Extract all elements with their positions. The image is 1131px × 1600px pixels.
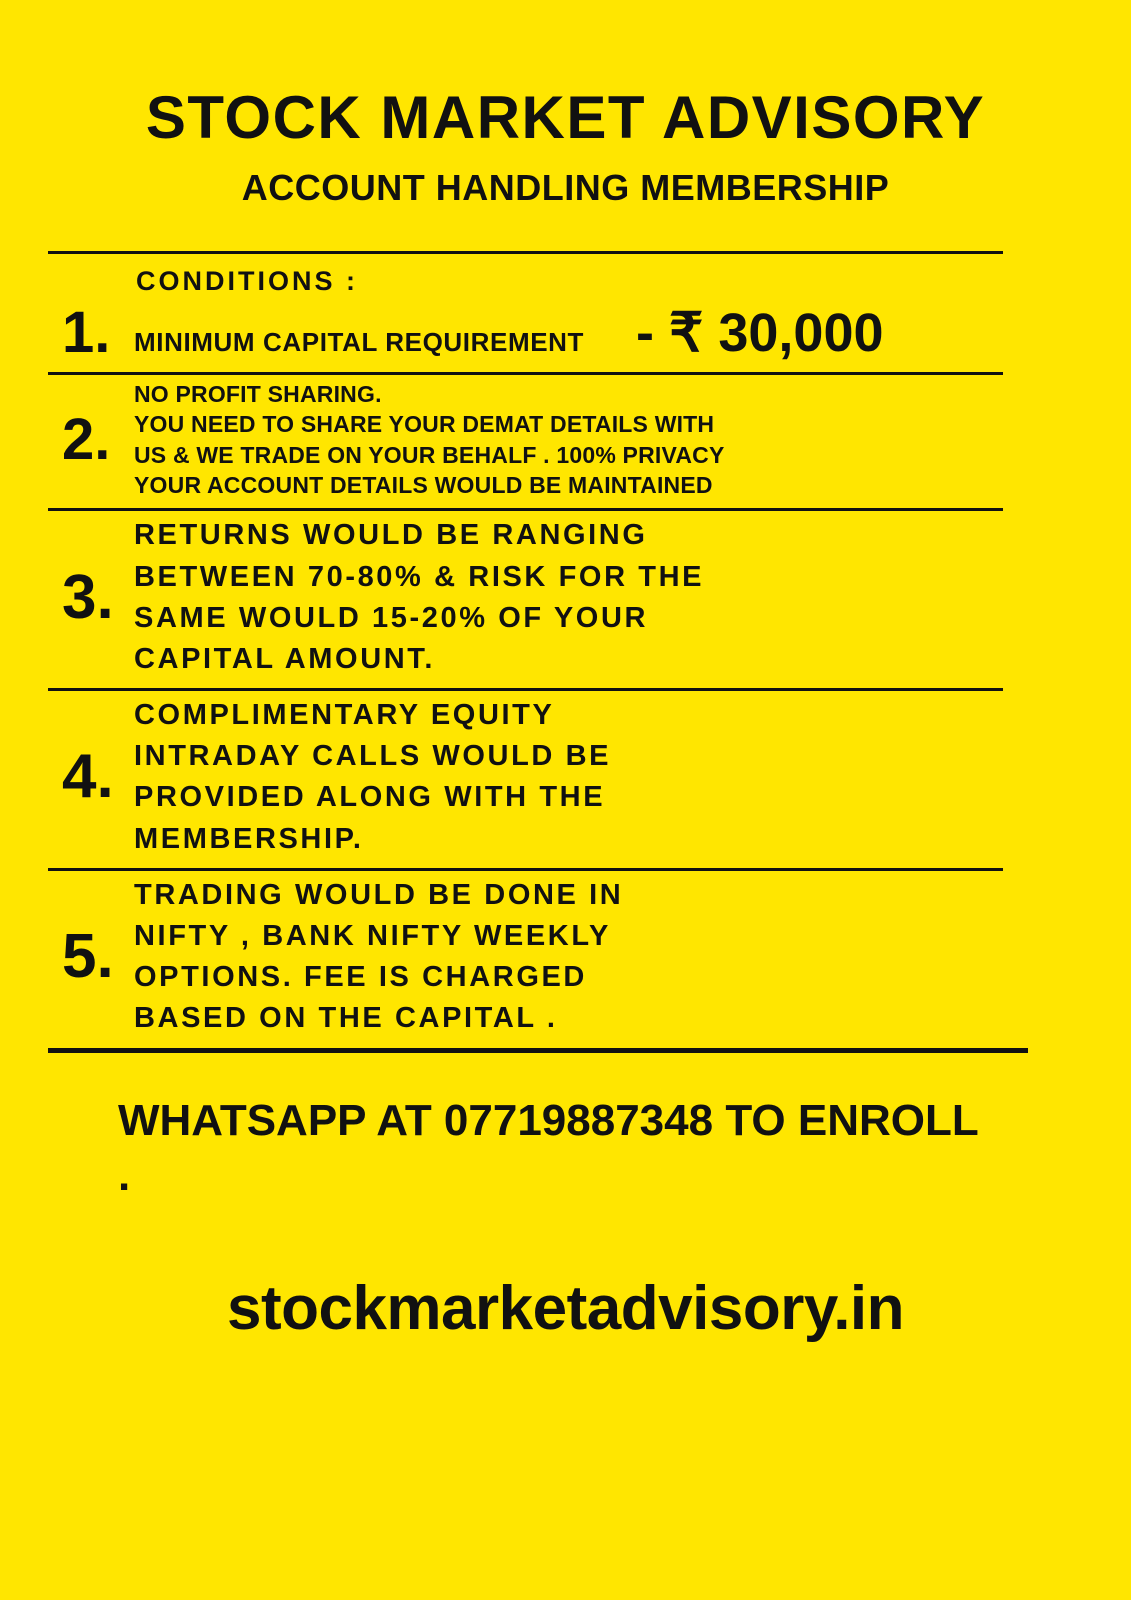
rule-4-line-3: PROVIDED ALONG WITH THE <box>134 781 606 814</box>
rule-2-line-3: US & WE TRADE ON YOUR BEHALF . 100% PRIVACY <box>134 441 725 468</box>
rule-row-1 <box>48 297 1083 372</box>
rule-1-price: - ₹ 30,000 <box>636 303 884 363</box>
rule-1-text: MINIMUM CAPITAL REQUIREMENT <box>134 327 584 357</box>
rule-body-1 <box>134 301 1083 364</box>
rule-3-line-2: BETWEEN 70-80% & RISK FOR THE <box>134 560 705 593</box>
divider-bottom <box>48 1048 1028 1053</box>
rule-4-line-4: MEMBERSHIP. <box>134 822 364 855</box>
rule-row-5 <box>48 871 1083 1048</box>
page-title: STOCK MARKET ADVISORY <box>145 84 986 151</box>
conditions-section <box>48 251 1083 1053</box>
rule-number-3: 3. <box>62 562 114 632</box>
rule-row-4 <box>48 691 1083 868</box>
rule-body-2 <box>134 379 1083 500</box>
conditions-label: CONDITIONS : <box>136 266 358 296</box>
rule-5-line-4: BASED ON THE CAPITAL . <box>134 1002 558 1035</box>
rule-2-line-1: NO PROFIT SHARING. <box>134 381 382 407</box>
rule-5-line-3: OPTIONS. FEE IS CHARGED <box>134 961 587 994</box>
rule-number-2: 2. <box>62 406 111 472</box>
rule-3-line-3: SAME WOULD 15-20% OF YOUR <box>134 601 649 634</box>
rule-3-line-1: RETURNS WOULD BE RANGING <box>134 519 648 552</box>
website-link[interactable]: stockmarketadvisory.in <box>226 1273 905 1343</box>
rule-row-3 <box>48 511 1083 688</box>
rule-3-line-4: CAPITAL AMOUNT. <box>134 642 436 675</box>
rule-body-4 <box>134 695 1083 860</box>
rule-4-line-2: INTRADAY CALLS WOULD BE <box>134 740 612 773</box>
rule-row-2 <box>48 375 1083 508</box>
rule-body-5 <box>134 875 1083 1040</box>
rule-2-line-4: YOUR ACCOUNT DETAILS WOULD BE MAINTAINED <box>134 472 713 499</box>
rule-4-line-1: COMPLIMENTARY EQUITY <box>134 699 555 732</box>
rule-5-line-1: TRADING WOULD BE DONE IN <box>134 878 624 911</box>
page-subtitle: ACCOUNT HANDLING MEMBERSHIP <box>241 167 890 208</box>
rule-number-1: 1. <box>62 299 111 365</box>
rule-2-line-2: YOU NEED TO SHARE YOUR DEMAT DETAILS WITH <box>134 411 715 438</box>
rule-5-line-2: NIFTY , BANK NIFTY WEEKLY <box>134 919 611 952</box>
rule-number-5: 5. <box>62 922 114 992</box>
rule-body-3 <box>134 515 1083 680</box>
rule-number-4: 4. <box>62 742 114 812</box>
call-to-action: WHATSAPP AT 07719887348 TO ENROLL . <box>118 1095 978 1200</box>
